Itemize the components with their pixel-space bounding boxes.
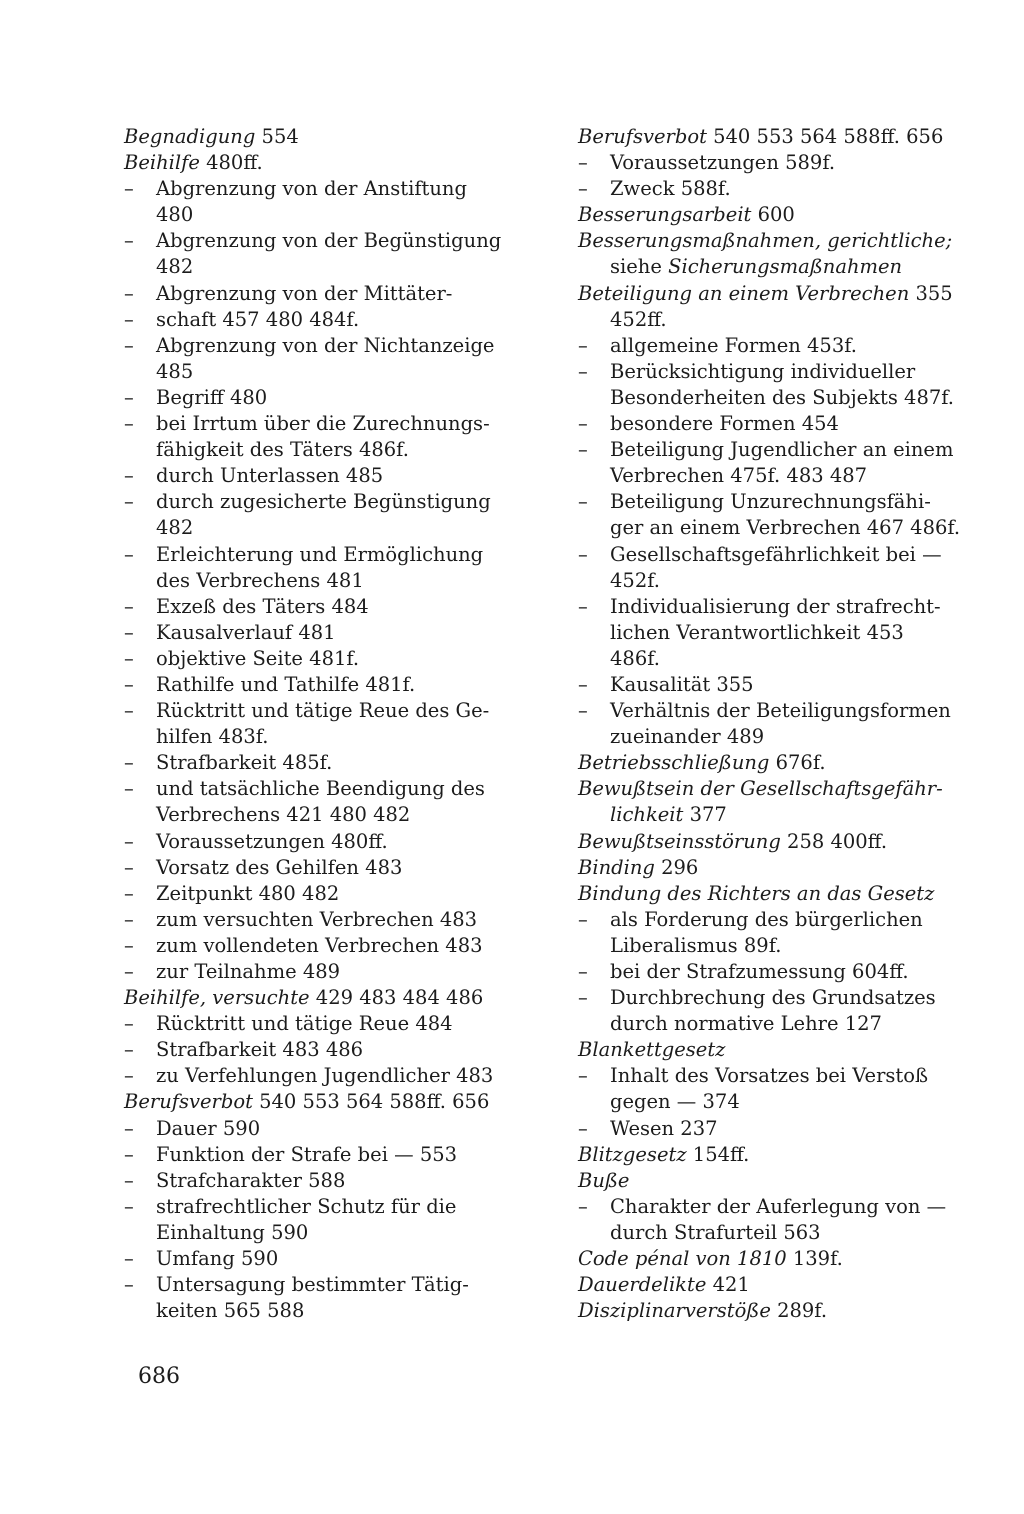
index-continuation xyxy=(578,933,978,959)
subentry-text: Kausalverlauf 481 xyxy=(156,620,336,644)
index-subentry xyxy=(124,620,524,646)
subentry-text: Dauer 590 xyxy=(156,1116,261,1140)
index-entry xyxy=(578,202,978,228)
continuation-text: Einhaltung 590 xyxy=(156,1220,309,1244)
index-subentry xyxy=(124,1037,524,1063)
index-references: 421 xyxy=(706,1273,750,1297)
dash-marker: – xyxy=(124,960,134,983)
index-continuation xyxy=(124,1220,524,1246)
dash-marker: – xyxy=(578,1116,588,1140)
continuation-text: 480 xyxy=(156,203,194,227)
index-continuation xyxy=(124,254,524,280)
index-continuation xyxy=(124,437,524,463)
index-references: 139f. xyxy=(786,1247,843,1271)
index-subentry xyxy=(124,829,524,855)
continuation-text: 452ff. xyxy=(610,307,667,331)
subentry-text: als Forderung des bürgerlichen xyxy=(610,907,923,931)
subentry-text: Voraussetzungen 480ff. xyxy=(156,829,388,853)
subentry-text: zu Verfehlungen Jugendlicher 483 xyxy=(156,1064,494,1088)
subentry-text: Zweck 588f. xyxy=(610,177,731,201)
index-references: 676f. xyxy=(769,751,826,775)
dash-marker: – xyxy=(124,464,134,488)
index-references: 540 553 564 588ff. 656 xyxy=(252,1090,490,1114)
index-subentry xyxy=(124,307,524,333)
index-subentry xyxy=(124,1194,524,1220)
dash-marker: – xyxy=(578,672,588,696)
page-number: 686 xyxy=(138,1364,180,1389)
index-references: 480ff. xyxy=(199,151,263,175)
index-term: Berufsverbot xyxy=(124,1090,253,1114)
subentry-text: Rücktritt und tätige Reue 484 xyxy=(156,1012,453,1036)
index-continuation xyxy=(578,646,978,672)
subentry-text: Begriff 480 xyxy=(156,385,268,409)
subentry-text: schaft 457 480 484f. xyxy=(156,307,360,331)
subentry-text: strafrechtlicher Schutz für die xyxy=(156,1194,457,1218)
subentry-text: Abgrenzung von der Anstiftung xyxy=(156,177,467,201)
index-entry xyxy=(578,881,978,907)
index-continuation xyxy=(124,359,524,385)
subentry-text: Inhalt des Vorsatzes bei Verstoß xyxy=(610,1064,929,1088)
index-entry xyxy=(578,1142,978,1168)
continuation-text: 486f. xyxy=(610,646,660,670)
dash-marker: – xyxy=(124,542,134,566)
index-subentry xyxy=(124,542,524,568)
dash-marker: – xyxy=(124,751,134,775)
dash-marker: – xyxy=(124,1142,134,1166)
dash-marker: – xyxy=(124,229,134,253)
index-continuation xyxy=(124,802,524,828)
index-subentry xyxy=(578,359,978,385)
index-continuation xyxy=(124,724,524,750)
index-subentry xyxy=(578,1194,978,1220)
index-entry xyxy=(578,1168,978,1194)
continuation-text: Besonderheiten des Subjekts 487f. xyxy=(610,385,955,409)
subentry-text: Beteiligung Jugendlicher an einem xyxy=(610,438,954,462)
continuation-text: zueinander 489 xyxy=(610,725,765,749)
index-subentry xyxy=(124,959,524,985)
index-term: Blitzgesetz xyxy=(578,1142,687,1166)
index-subentry xyxy=(124,1116,524,1142)
dash-marker: – xyxy=(124,829,134,853)
subentry-text: Zeitpunkt 480 482 xyxy=(156,881,340,905)
continuation-text: Verbrechens 421 480 482 xyxy=(156,803,411,827)
subentry-text: Umfang 590 xyxy=(156,1247,279,1271)
subentry-text: durch zugesicherte Begünstigung xyxy=(156,490,491,514)
index-subentry xyxy=(578,1063,978,1089)
index-term: Beihilfe, versuchte xyxy=(124,986,310,1010)
index-entry xyxy=(578,1246,978,1272)
index-entry xyxy=(578,750,978,776)
dash-marker: – xyxy=(578,359,588,383)
dash-marker: – xyxy=(124,412,134,436)
subentry-text: Abgrenzung von der Nichtanzeige xyxy=(156,333,495,357)
index-entry xyxy=(578,1298,978,1324)
subentry-text: zur Teilnahme 489 xyxy=(156,960,341,983)
dash-marker: – xyxy=(124,307,134,331)
subentry-text: Voraussetzungen 589f. xyxy=(610,151,836,175)
index-subentry xyxy=(124,1168,524,1194)
index-references: 540 553 564 588ff. 656 xyxy=(706,125,944,148)
dash-marker: – xyxy=(578,960,588,983)
index-continuation xyxy=(578,620,978,646)
index-subentry xyxy=(124,750,524,776)
subentry-text: Strafcharakter 588 xyxy=(156,1168,346,1192)
index-subentry xyxy=(578,959,978,985)
index-continuation xyxy=(578,1220,978,1246)
continuation-text: Verbrechen 475f. 483 487 xyxy=(610,464,868,488)
subentry-text: besondere Formen 454 xyxy=(610,412,839,436)
index-term: Binding xyxy=(578,855,655,879)
index-subentry xyxy=(124,1142,524,1168)
index-term: Besserungsarbeit xyxy=(578,203,752,227)
index-subentry xyxy=(578,542,978,568)
index-subentry xyxy=(124,228,524,254)
subentry-text: zum vollendeten Verbrechen 483 xyxy=(156,933,483,957)
index-entry xyxy=(578,855,978,881)
dash-marker: – xyxy=(578,542,588,566)
index-term: Beteiligung an einem Verbrechen xyxy=(578,281,910,305)
index-references: 377 xyxy=(683,803,727,827)
index-term: Berufsverbot xyxy=(578,125,707,148)
index-continuation xyxy=(578,568,978,594)
index-term: Dauerdelikte xyxy=(578,1273,707,1297)
index-continuation xyxy=(578,724,978,750)
subentry-text: Verhältnis der Beteiligungsformen xyxy=(610,699,951,723)
index-subentry xyxy=(124,1063,524,1089)
index-term: Disziplinarverstöße xyxy=(578,1299,771,1323)
dash-marker: – xyxy=(578,1194,588,1218)
dash-marker: – xyxy=(124,855,134,879)
index-term: Buße xyxy=(578,1168,630,1192)
subentry-text: Strafbarkeit 483 486 xyxy=(156,1038,364,1062)
index-subentry xyxy=(578,594,978,620)
index-entry xyxy=(578,1272,978,1298)
index-continuation xyxy=(578,385,978,411)
index-subentry xyxy=(124,1272,524,1298)
index-subentry xyxy=(578,176,978,202)
index-entry xyxy=(578,776,978,802)
dash-marker: – xyxy=(124,1012,134,1036)
index-entry xyxy=(578,829,978,855)
index-subentry xyxy=(578,411,978,437)
subentry-text: bei der Strafzumessung 604ff. xyxy=(610,960,909,983)
continuation-text: fähigkeit des Täters 486f. xyxy=(156,438,409,462)
dash-marker: – xyxy=(578,1064,588,1088)
index-entry xyxy=(124,124,524,150)
subentry-text: zum versuchten Verbrechen 483 xyxy=(156,907,478,931)
dash-marker: – xyxy=(124,594,134,618)
dash-marker: – xyxy=(124,177,134,201)
dash-marker: – xyxy=(124,1168,134,1192)
dash-marker: – xyxy=(124,281,134,305)
index-term: Beihilfe xyxy=(124,151,200,175)
index-subentry xyxy=(124,463,524,489)
index-term: Bewußtsein der Gesellschaftsgefähr- xyxy=(578,777,943,801)
dash-marker: – xyxy=(124,490,134,514)
subentry-text: Individualisierung der strafrecht- xyxy=(610,594,941,618)
index-subentry xyxy=(124,907,524,933)
index-entry xyxy=(578,281,978,307)
index-subentry xyxy=(124,176,524,202)
index-references: 289f. xyxy=(770,1299,828,1323)
index-subentry xyxy=(124,489,524,515)
subentry-text: allgemeine Formen 453f. xyxy=(610,333,857,357)
continuation-text: gegen — 374 xyxy=(610,1090,740,1114)
subentry-text: Erleichterung und Ermöglichung xyxy=(156,542,484,566)
index-subentry xyxy=(124,698,524,724)
index-term: Betriebsschließung xyxy=(578,751,770,775)
see-label: siehe xyxy=(610,255,669,279)
index-continuation xyxy=(124,515,524,541)
index-subentry xyxy=(124,1011,524,1037)
index-subentry xyxy=(124,933,524,959)
dash-marker: – xyxy=(124,1064,134,1088)
subentry-text: Durchbrechung des Grundsatzes xyxy=(610,986,936,1010)
subentry-text: Abgrenzung von der Begünstigung xyxy=(156,229,502,253)
index-subentry xyxy=(124,385,524,411)
index-subentry xyxy=(578,437,978,463)
dash-marker: – xyxy=(124,385,134,409)
index-subentry xyxy=(578,1116,978,1142)
index-entry xyxy=(124,985,524,1011)
dash-marker: – xyxy=(124,1194,134,1218)
index-entry xyxy=(578,228,978,254)
subentry-text: Vorsatz des Gehilfen 483 xyxy=(156,855,403,879)
continuation-text: lichen Verantwortlichkeit 453 xyxy=(610,620,904,644)
continuation-text: 482 xyxy=(156,516,194,540)
dash-marker: – xyxy=(124,646,134,670)
index-term: lichkeit xyxy=(610,803,684,827)
subentry-text: Abgrenzung von der Mittäter- xyxy=(156,281,453,305)
index-column-left xyxy=(124,124,524,1324)
dash-marker: – xyxy=(578,699,588,723)
dash-marker: – xyxy=(578,151,588,175)
index-continuation xyxy=(578,307,978,333)
index-references: 154ff. xyxy=(686,1142,750,1166)
index-subentry xyxy=(124,411,524,437)
index-continuation xyxy=(578,1089,978,1115)
subentry-text: Gesellschaftsgefährlichkeit bei — xyxy=(610,542,942,566)
continuation-text: 482 xyxy=(156,255,194,279)
dash-marker: – xyxy=(124,1247,134,1271)
subentry-text: Untersagung bestimmter Tätig- xyxy=(156,1273,469,1297)
index-term: Code pénal von 1810 xyxy=(578,1247,787,1271)
index-subentry xyxy=(578,985,978,1011)
continuation-text: ger an einem Verbrechen 467 486f. xyxy=(610,516,961,540)
subentry-text: Charakter der Auferlegung von — xyxy=(610,1194,947,1218)
index-subentry xyxy=(124,881,524,907)
continuation-text: hilfen 483f. xyxy=(156,725,269,749)
continuation-text: des Verbrechens 481 xyxy=(156,568,364,592)
dash-marker: – xyxy=(578,986,588,1010)
index-entry xyxy=(578,124,978,150)
subentry-text: Rücktritt und tätige Reue des Ge- xyxy=(156,699,490,723)
index-references: 296 xyxy=(654,855,699,879)
index-subentry xyxy=(124,281,524,307)
dash-marker: – xyxy=(578,594,588,618)
index-term: Bewußtseinsstörung xyxy=(578,829,781,853)
index-continuation xyxy=(578,463,978,489)
index-term: Begnadigung xyxy=(124,125,256,148)
index-continuation xyxy=(124,568,524,594)
index-references: 355 xyxy=(909,281,953,305)
dash-marker: – xyxy=(578,412,588,436)
index-column-right xyxy=(578,124,978,1324)
subentry-text: bei Irrtum über die Zurechnungs- xyxy=(156,412,490,436)
subentry-text: objektive Seite 481f. xyxy=(156,646,360,670)
index-continuation xyxy=(578,515,978,541)
index-subentry xyxy=(578,489,978,515)
index-subentry xyxy=(124,1246,524,1272)
index-subentry xyxy=(124,594,524,620)
index-subentry xyxy=(124,776,524,802)
index-continuation xyxy=(124,1298,524,1324)
subentry-text: Strafbarkeit 485f. xyxy=(156,751,333,775)
continuation-text: durch normative Lehre 127 xyxy=(610,1012,882,1036)
index-subentry xyxy=(578,150,978,176)
index-references: 429 483 484 486 xyxy=(309,986,484,1010)
index-entry-continuation xyxy=(578,802,978,828)
dash-marker: – xyxy=(124,777,134,801)
dash-marker: – xyxy=(124,333,134,357)
index-references: 554 xyxy=(255,125,299,148)
subentry-text: und tatsächliche Beendigung des xyxy=(156,777,485,801)
subentry-text: durch Unterlassen 485 xyxy=(156,464,384,488)
index-subentry xyxy=(124,646,524,672)
index-references: 258 400ff. xyxy=(780,829,888,853)
dash-marker: – xyxy=(578,177,588,201)
subentry-text: Berücksichtigung individueller xyxy=(610,359,916,383)
index-continuation xyxy=(124,202,524,228)
dash-marker: – xyxy=(124,933,134,957)
index-entry xyxy=(124,1089,524,1115)
index-subentry xyxy=(578,672,978,698)
continuation-text: Liberalismus 89f. xyxy=(610,933,782,957)
index-continuation xyxy=(578,1011,978,1037)
dash-marker: – xyxy=(124,672,134,696)
index-subentry xyxy=(578,333,978,359)
continuation-text: 485 xyxy=(156,359,194,383)
index-subentry xyxy=(124,855,524,881)
subentry-text: Exzeß des Täters 484 xyxy=(156,594,369,618)
index-see-reference xyxy=(578,254,978,280)
index-term: Besserungsmaßnahmen, gerichtliche; xyxy=(578,229,953,253)
index-term: Sicherungsmaßnahmen xyxy=(668,255,903,279)
index-subentry xyxy=(124,672,524,698)
index-subentry xyxy=(124,333,524,359)
continuation-text: durch Strafurteil 563 xyxy=(610,1220,821,1244)
dash-marker: – xyxy=(578,907,588,931)
dash-marker: – xyxy=(124,1116,134,1140)
subentry-text: Rathilfe und Tathilfe 481f. xyxy=(156,672,416,696)
index-subentry xyxy=(578,907,978,933)
dash-marker: – xyxy=(124,1038,134,1062)
dash-marker: – xyxy=(124,699,134,723)
index-term: Blankettgesetz xyxy=(578,1038,726,1062)
index-entry xyxy=(124,150,524,176)
index-term: Bindung des Richters an das Gesetz xyxy=(578,881,935,905)
dash-marker: – xyxy=(124,1273,134,1297)
dash-marker: – xyxy=(124,907,134,931)
subentry-text: Funktion der Strafe bei — 553 xyxy=(156,1142,458,1166)
subentry-text: Kausalität 355 xyxy=(610,672,754,696)
index-references: 600 xyxy=(751,203,795,227)
continuation-text: 452f. xyxy=(610,568,660,592)
subentry-text: Wesen 237 xyxy=(610,1116,718,1140)
dash-marker: – xyxy=(124,881,134,905)
index-subentry xyxy=(578,698,978,724)
dash-marker: – xyxy=(578,490,588,514)
subentry-text: Beteiligung Unzurechnungsfähi- xyxy=(610,490,931,514)
dash-marker: – xyxy=(578,438,588,462)
dash-marker: – xyxy=(578,333,588,357)
dash-marker: – xyxy=(124,620,134,644)
continuation-text: keiten 565 588 xyxy=(156,1299,305,1323)
index-entry xyxy=(578,1037,978,1063)
